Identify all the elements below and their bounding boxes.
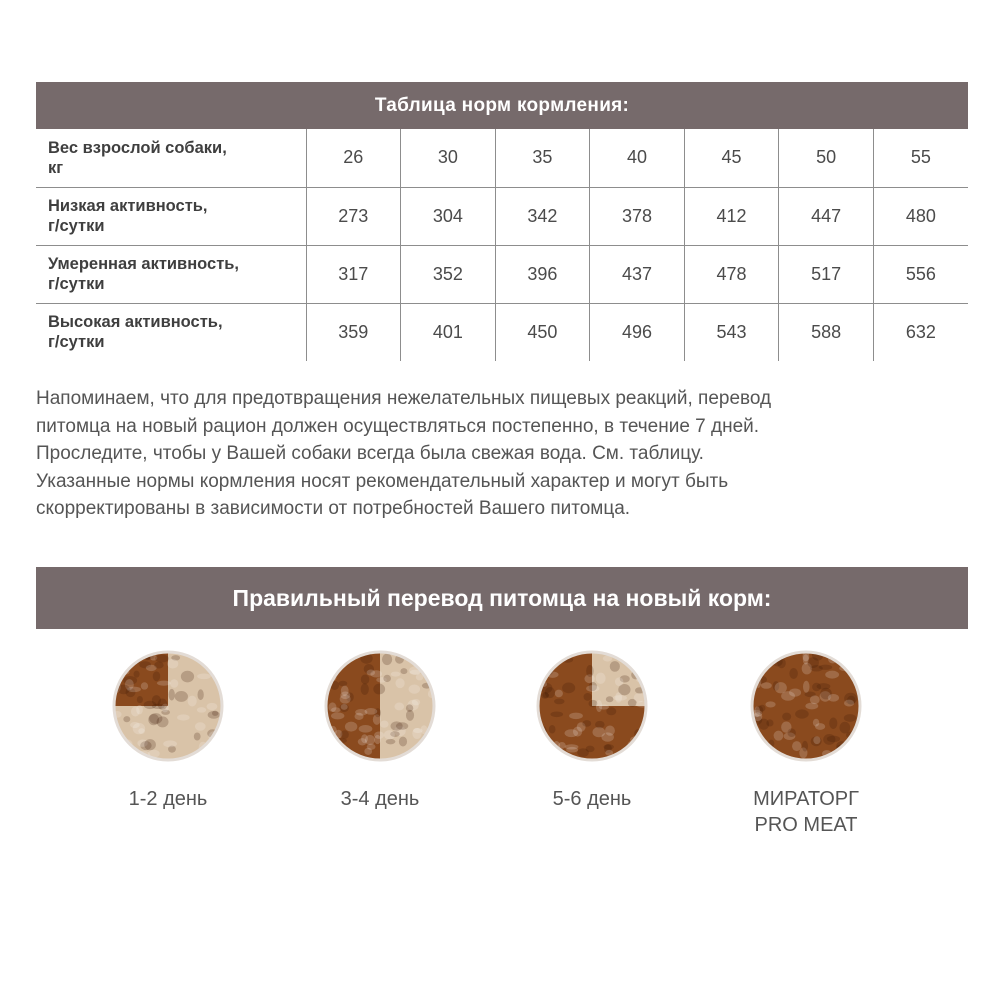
table-cell: 317 xyxy=(306,245,401,303)
note-line: питомца на новый рацион должен осуществляться постепенно, в течение 7 дней. xyxy=(36,415,760,437)
table-cell: 342 xyxy=(495,187,590,245)
table-cell: 496 xyxy=(590,303,685,361)
row-label: Вес взрослой собаки, кг xyxy=(36,129,306,187)
food-bowl-icon xyxy=(534,648,650,764)
feeding-norms-table xyxy=(36,129,968,361)
transition-title: Правильный перевод питомца на новый корм: xyxy=(36,567,968,629)
table-cell: 478 xyxy=(684,245,779,303)
food-bowl-icon xyxy=(322,648,438,764)
note-line: скорректированы в зависимости от потребностей Вашего питомца. xyxy=(36,498,631,519)
note-line: Напоминаем, что для предотвращения нежелательных пищевых реакций, перевод xyxy=(36,388,772,409)
feeding-note xyxy=(36,385,976,523)
transition-step xyxy=(88,648,248,812)
table-cell: 517 xyxy=(779,245,874,303)
note-line: Проследите, чтобы у Вашей собаки всегда была свежая вода. См. таблицу. xyxy=(36,443,704,464)
table-cell: 437 xyxy=(590,245,685,303)
table-cell: 26 xyxy=(306,129,401,187)
step-label: МИРАТОРГ PRO MEAT xyxy=(753,788,859,836)
table-row xyxy=(36,303,968,361)
step-label: 1-2 день xyxy=(128,788,208,810)
table-cell: 447 xyxy=(779,187,874,245)
step-label: 5-6 день xyxy=(552,788,632,810)
row-label: Умеренная активность, г/сутки xyxy=(36,245,306,303)
table-cell: 396 xyxy=(495,245,590,303)
food-bowl-icon xyxy=(110,648,226,764)
table-cell: 556 xyxy=(873,245,968,303)
table-row xyxy=(36,129,968,187)
row-label: Низкая активность, г/сутки xyxy=(36,187,306,245)
row-label: Высокая активность, г/сутки xyxy=(36,303,306,361)
table-cell: 40 xyxy=(590,129,685,187)
table-cell: 45 xyxy=(684,129,779,187)
table-cell: 50 xyxy=(779,129,874,187)
table-cell: 352 xyxy=(401,245,496,303)
table-cell: 588 xyxy=(779,303,874,361)
table-cell: 632 xyxy=(905,321,936,342)
table-cell: 378 xyxy=(590,187,685,245)
table-row xyxy=(36,187,968,245)
table-cell: 273 xyxy=(306,187,401,245)
table-cell: 450 xyxy=(495,303,590,361)
step-label: 3-4 день xyxy=(340,788,420,810)
table-cell: 35 xyxy=(495,129,590,187)
transition-step xyxy=(300,648,460,812)
table-cell: 480 xyxy=(873,187,968,245)
table-cell: 401 xyxy=(401,303,496,361)
food-bowl-icon xyxy=(748,648,864,764)
table-cell: 55 xyxy=(873,129,968,187)
table-cell: 412 xyxy=(684,187,779,245)
table-cell: 359 xyxy=(306,303,401,361)
table-cell: 543 xyxy=(684,303,779,361)
transition-step xyxy=(512,648,672,812)
table-cell: 30 xyxy=(401,129,496,187)
transition-steps xyxy=(36,648,968,848)
table-row xyxy=(36,245,968,303)
feeding-table-title: Таблица норм кормления: xyxy=(36,82,968,129)
transition-step xyxy=(726,648,886,838)
note-line: Указанные нормы кормления носят рекомендательный характер и могут быть xyxy=(36,470,729,492)
table-cell: 304 xyxy=(401,187,496,245)
